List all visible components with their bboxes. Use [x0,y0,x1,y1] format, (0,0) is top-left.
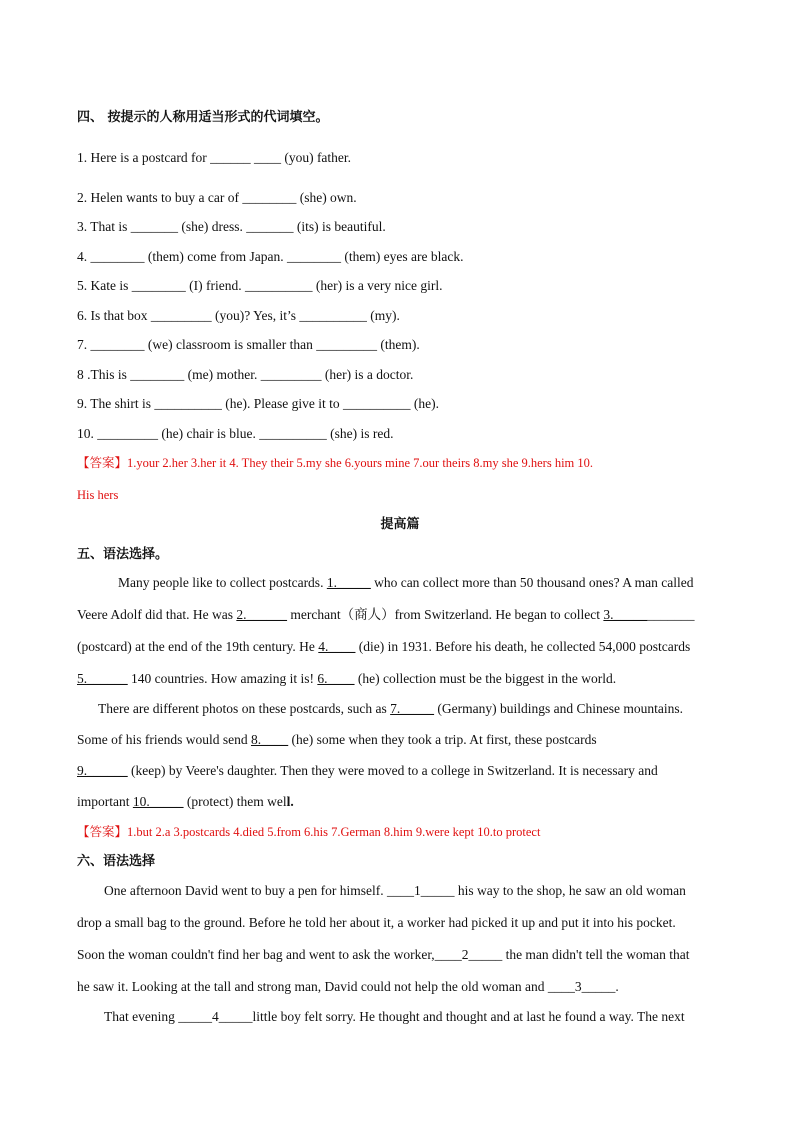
answer-section-5: 【答案】1.but 2.a 3.postcards 4.died 5.from 6.his 7.German 8.him 9.were kept 10.to protect [77,825,541,839]
section-5-heading: 五、语法选择。 [77,547,169,562]
blank-2: 2.______ [236,607,287,622]
exercise-item-8: 8 .This is ________ (me) mother. _________ (her) is a doctor. [77,367,414,382]
passage-5-line-7: 9.______ (keep) by Veere's daughter. Then they were moved to a college in Switzerland. It is necessary and [77,763,658,778]
passage-5-line-8: important 10._____ (protect) them well. [77,794,294,809]
blank-1: 1._____ [326,575,371,590]
blank-9: 9.______ [77,763,128,778]
passage-5-line-5: There are different photos on these postcards, such as 7._____ (Germany) buildings and Chinese mountains. [98,701,683,716]
blank-5: 5.______ [77,671,128,686]
passage-6-line-1: One afternoon David went to buy a pen for himself. ____1_____ his way to the shop, he saw an old woman [104,883,686,898]
passage-5-line-3: (postcard) at the end of the 19th century. He 4.____ (die) in 1931. Before his death, he collected 54,000 postcards [77,639,691,654]
advanced-title: 提高篇 [380,517,420,532]
blank-6-3: ____3_____ [547,979,616,994]
passage-5-line-4: 5.______ 140 countries. How amazing it is! 6.____ (he) collection must be the biggest in the world. [77,671,617,686]
exercise-item-10: 10. _________ (he) chair is blue. __________ (she) is red. [77,426,394,441]
passage-5-line-1: Many people like to collect postcards. 1._____ who can collect more than 50 thousand ones? A man called [118,575,694,590]
blank-3: 3._____ [603,607,648,622]
blank-6-4: _____4_____ [178,1009,253,1024]
passage-5-line-6: Some of his friends would send 8.____ (he) some when they took a trip. At first, these postcards [77,732,597,747]
exercise-item-1: 1. Here is a postcard for ______ ____ (you) father. [77,150,352,165]
passage-6-line-5: That evening _____4_____little boy felt sorry. He thought and thought and at last he found a way. The next [104,1009,685,1024]
blank-7: 7._____ [390,701,435,716]
exercise-item-3: 3. That is _______ (she) dress. _______ (its) is beautiful. [77,219,386,234]
exercise-item-9: 9. The shirt is __________ (he). Please give it to __________ (he). [77,396,439,411]
exercise-item-5: 5. Kate is ________ (I) friend. __________ (her) is a very nice girl. [77,278,443,293]
blank-8: 8.____ [250,732,289,747]
blank-6-1: ____1_____ [387,883,455,898]
answer-section-4-line-1: 【答案】1.your 2.her 3.her it 4. They their 5.my she 6.yours mine 7.our theirs 8.my she 9.hers him 10. [77,456,594,470]
blank-6-2: ____2_____ [434,947,503,962]
blank-4: 4.____ [318,639,356,654]
section-6-heading: 六、语法选择 [77,854,156,869]
blank-10: 10._____ [132,794,184,809]
exercise-item-6: 6. Is that box _________ (you)? Yes, it’s __________ (my). [77,308,400,323]
blank-6: 6.____ [317,671,355,686]
passage-5-line-2: Veere Adolf did that. He was 2.______ merchant（商人）from Switzerland. He began to collect 3.____________ [77,607,695,622]
exercise-item-2: 2. Helen wants to buy a car of ________ (she) own. [77,190,357,205]
passage-6-line-2: drop a small bag to the ground. Before he told her about it, a worker had picked it up and put it into his pocket. [77,915,676,930]
exercise-item-7: 7. ________ (we) classroom is smaller than _________ (them). [77,337,420,352]
passage-6-line-3: Soon the woman couldn't find her bag and went to ask the worker,____2_____ the man didn't tell the woman that [77,947,690,962]
section-4-heading: 四、 按提示的人称用适当形式的代词填空。 [77,110,329,125]
passage-6-line-4: he saw it. Looking at the tall and strong man, David could not help the old woman and ____3_____. [77,979,619,994]
answer-section-4-line-2: His hers [77,488,119,502]
exercise-item-4: 4. ________ (them) come from Japan. ________ (them) eyes are black. [77,249,464,264]
